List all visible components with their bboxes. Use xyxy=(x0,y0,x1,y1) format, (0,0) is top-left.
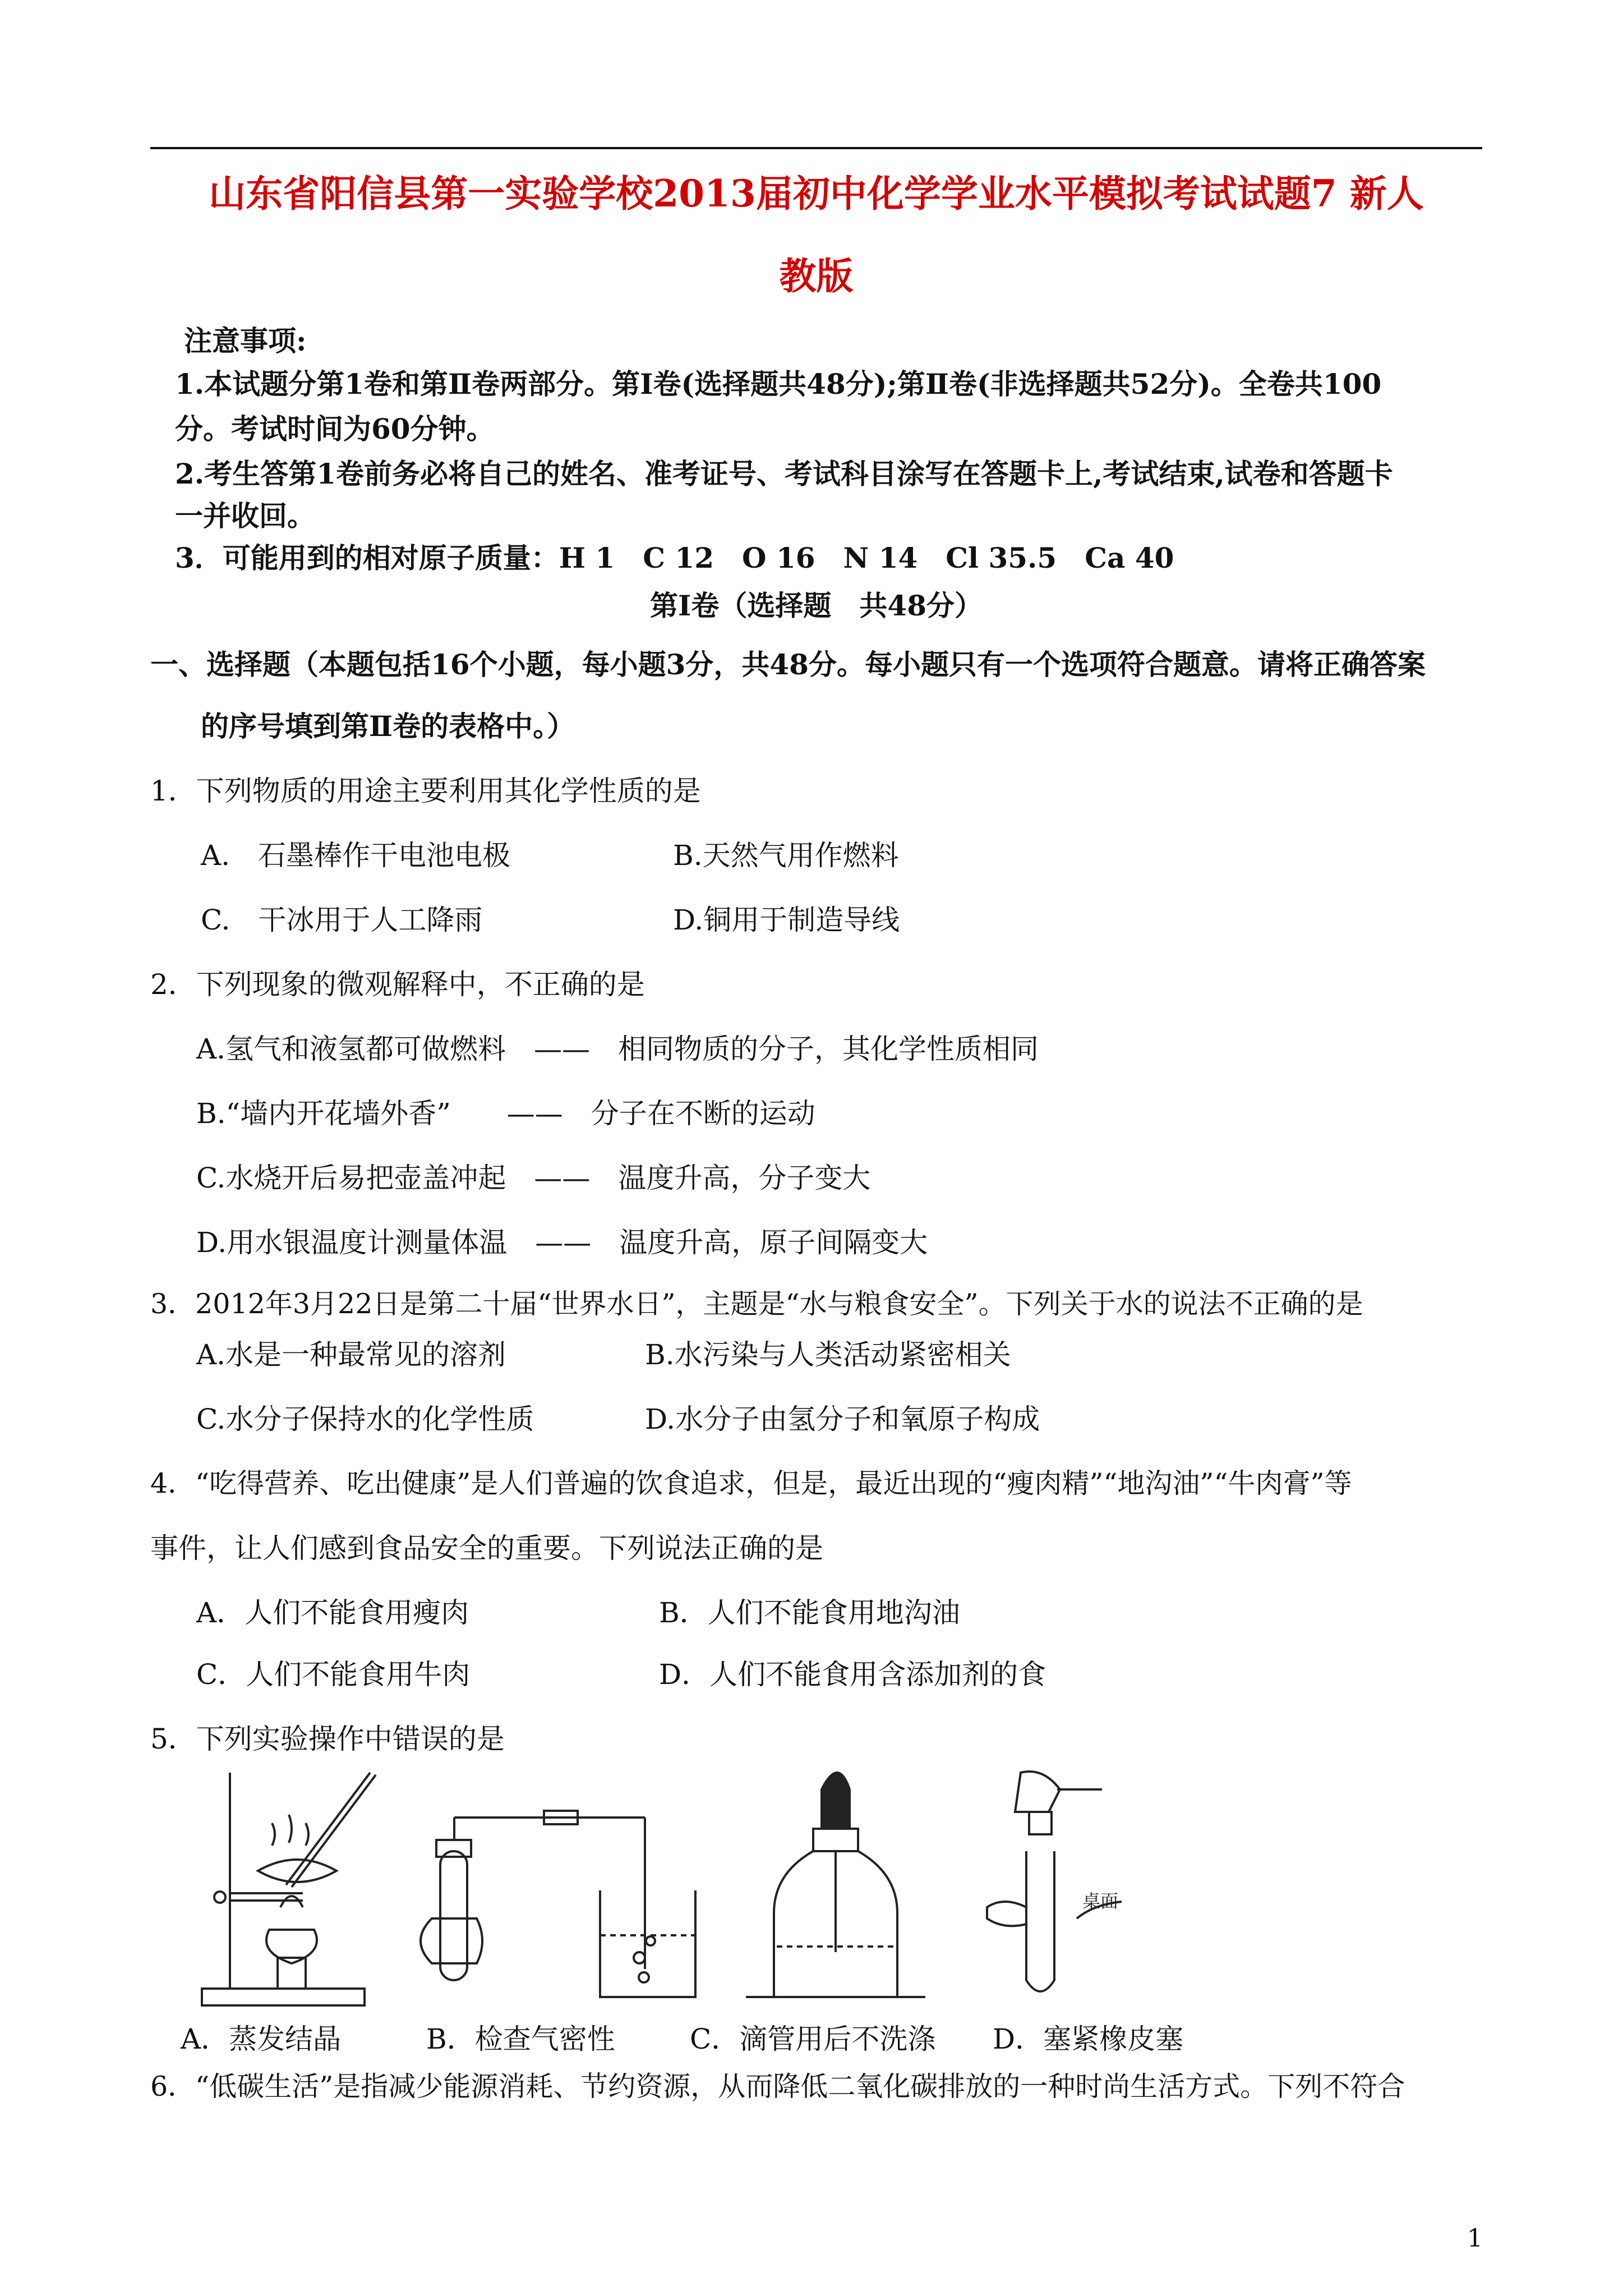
section-title: 第Ⅰ卷（选择题 共48分） xyxy=(650,589,983,622)
q5-option-d: D．塞紧橡皮塞 xyxy=(993,2023,1184,2055)
q2-option-d: D.用水银温度计测量体温 —— 温度升高，原子间隔变大 xyxy=(196,1226,928,1259)
page-title-line2: 教版 xyxy=(779,254,854,298)
q2-option-b: B.“墙内开花墙外香” —— 分子在不断的运动 xyxy=(196,1097,815,1130)
section-instruction-b: 的序号填到第Ⅱ卷的表格中。） xyxy=(201,710,575,743)
q1-stem: 1．下列物质的用途主要利用其化学性质的是 xyxy=(150,775,701,807)
page-title-line1: 山东省阳信县第一实验学校2013届初中化学学业水平模拟考试试题7 新人 xyxy=(209,172,1424,215)
notice-item1-b: 分。考试时间为60分钟。 xyxy=(175,412,495,445)
q4-option-b: B．人们不能食用地沟油 xyxy=(659,1596,960,1629)
q5-lab-apparatus-figure xyxy=(185,1767,1155,2014)
evaporation-apparatus xyxy=(202,1773,376,2005)
q6-stem: 6．“低碳生活”是指减少能源消耗、节约资源，从而降低二氧化碳排放的一种时尚生活方式。下列不符合 xyxy=(150,2070,1405,2102)
q2-option-c: C.水烧开后易把壶盖冲起 —— 温度升高，分子变大 xyxy=(196,1162,871,1194)
gas-tightness-apparatus xyxy=(421,1811,695,1997)
q1-option-c: C. 干冰用于人工降雨 xyxy=(201,904,483,936)
q4-option-d: D．人们不能食用含添加剂的食 xyxy=(659,1658,1046,1691)
q4-stem-a: 4．“吃得营养、吃出健康”是人们普遍的饮食追求，但是，最近出现的“瘦肉精”“地沟油”“牛肉膏”等 xyxy=(150,1467,1352,1499)
notice-heading: 注意事项: xyxy=(184,324,307,357)
section-instruction-a: 一、选择题（本题包括16个小题，每小题3分，共48分。每小题只有一个选项符合题意。请将正确答案 xyxy=(150,648,1426,681)
notice-item2-a: 2.考生答第1卷前务必将自己的姓名、准考证号、考试科目涂写在答题卡上,考试结束,试卷和答题卡 xyxy=(175,457,1393,490)
q5-stem: 5．下列实验操作中错误的是 xyxy=(150,1723,505,1755)
q4-option-c: C．人们不能食用牛肉 xyxy=(196,1658,471,1691)
notice-item1-a: 1.本试题分第1卷和第Ⅱ卷两部分。第Ⅰ卷(选择题共48分);第Ⅱ卷(非选择题共52分)。全卷共100 xyxy=(175,367,1382,401)
q1-option-b: B.天然气用作燃料 xyxy=(673,839,899,872)
q5-option-c: C．滴管用后不洗涤 xyxy=(690,2023,936,2055)
header-rule xyxy=(150,147,1482,149)
q5-option-a: A．蒸发结晶 xyxy=(181,2023,342,2055)
q4-option-a: A．人们不能食用瘦肉 xyxy=(196,1596,469,1629)
q3-option-d: D.水分子由氢分子和氧原子构成 xyxy=(645,1403,1040,1435)
q1-option-d: D.铜用于制造导线 xyxy=(673,904,900,936)
desk-label: 桌面 xyxy=(1082,1890,1119,1912)
q2-stem: 2．下列现象的微观解释中，不正确的是 xyxy=(150,968,645,1001)
q5-option-b: B．检查气密性 xyxy=(426,2023,615,2055)
q4-stem-b: 事件，让人们感到食品安全的重要。下列说法正确的是 xyxy=(150,1532,823,1565)
notice-item3: 3．可能用到的相对原子质量：H 1 C 12 O 16 N 14 Cl 35.5 Ca 40 xyxy=(175,541,1174,574)
q2-option-a: A.氢气和液氢都可做燃料 —— 相同物质的分子，其化学性质相同 xyxy=(196,1033,1039,1065)
rubber-stopper-apparatus xyxy=(987,1772,1122,1991)
q1-option-a: A. 石墨棒作干电池电极 xyxy=(201,839,511,872)
q3-stem: 3．2012年3月22日是第二十届“世界水日”，主题是“水与粮食安全”。下列关于水的说法不正确的是 xyxy=(150,1288,1363,1320)
page-number: 1 xyxy=(1467,2224,1483,2253)
notice-item2-b: 一并收回。 xyxy=(175,499,315,532)
dropper-bottle xyxy=(746,1773,925,1997)
q3-option-c: C.水分子保持水的化学性质 xyxy=(196,1403,534,1435)
q3-option-b: B.水污染与人类活动紧密相关 xyxy=(645,1338,1011,1371)
q3-option-a: A.水是一种最常见的溶剂 xyxy=(196,1338,506,1371)
